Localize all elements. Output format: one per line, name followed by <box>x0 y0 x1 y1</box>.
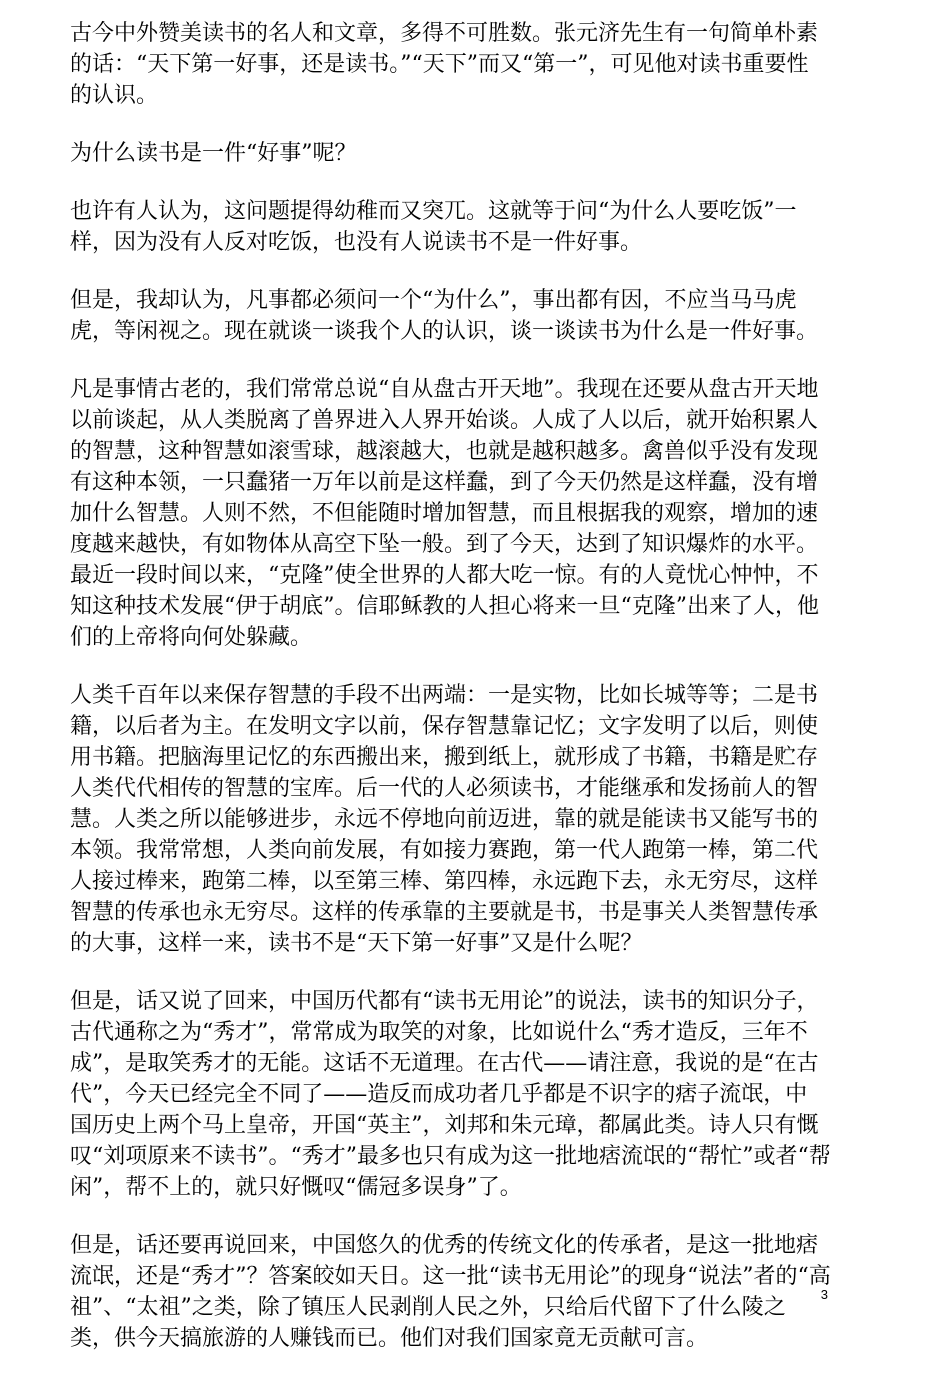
paragraph-line: 的认识。 <box>70 83 159 108</box>
paragraph <box>70 196 880 258</box>
paragraph-line: 的话：“天下第一好事，还是读书。”“天下”而又“第一”，可见他对读书重要性 <box>70 52 809 77</box>
paragraph-line: 但是，话还要再说回来，中国悠久的优秀的传统文化的传承者，是这一批地痞 <box>70 1233 819 1258</box>
paragraph-line: 流氓，还是“秀才”？答案皎如天日。这一批“读书无用论”的现身“说法”者的“高 <box>70 1264 831 1289</box>
paragraph-line: 代”，今天已经完全不同了——造反而成功者几乎都是不识字的痞子流氓，中 <box>70 1082 808 1107</box>
paragraph-line: 智慧的传承也永无穷尽。这样的传承靠的主要就是书，书是事关人类智慧传承 <box>70 900 819 925</box>
paragraph <box>70 680 880 959</box>
paragraph-line: 成”，是取笑秀才的无能。这话不无道理。在古代——请注意，我说的是“在古 <box>70 1051 819 1076</box>
paragraph <box>70 285 880 347</box>
paragraph-line: 国历史上两个马上皇帝，开国“英主”，刘邦和朱元璋，都属此类。诗人只有慨 <box>70 1113 819 1138</box>
paragraph-line: 祖”、“太祖”之类，除了镇压人民剥削人民之外，只给后代留下了什么陵之 <box>70 1295 786 1320</box>
paragraph-line: 人接过棒来，跑第二棒，以至第三棒、第四棒，永远跑下去，永无穷尽，这样 <box>70 869 819 894</box>
paragraph-line: 的智慧，这种智慧如滚雪球，越滚越大，也就是越积越多。禽兽似乎没有发现 <box>70 439 819 464</box>
paragraph-line: 最近一段时间以来，“克隆”使全世界的人都大吃一惊。有的人竟忧心忡忡，不 <box>70 563 819 588</box>
paragraph-line: 但是，我却认为，凡事都必须问一个“为什么”，事出都有因，不应当马马虎 <box>70 288 797 313</box>
paragraph-line: 古代通称之为“秀才”，常常成为取笑的对象，比如说什么“秀才造反，三年不 <box>70 1020 808 1045</box>
paragraph-line: 度越来越快，有如物体从高空下坠一般。到了今天，达到了知识爆炸的水平。 <box>70 532 819 557</box>
paragraph <box>70 138 880 169</box>
paragraph <box>70 374 880 653</box>
paragraph-line: 以前谈起，从人类脱离了兽界进入人界开始谈。人成了人以后，就开始积累人 <box>70 408 819 433</box>
paragraph-line: 本领。我常常想，人类向前发展，有如接力赛跑，第一代人跑第一棒，第二代 <box>70 838 819 863</box>
paragraph-line: 人类代代相传的智慧的宝库。后一代的人必须读书，才能继承和发扬前人的智 <box>70 776 819 801</box>
paragraph-line: 慧。人类之所以能够进步，永远不停地向前迈进，靠的就是能读书又能写书的 <box>70 807 819 832</box>
paragraph-line: 也许有人认为，这问题提得幼稚而又突兀。这就等于问“为什么人要吃饭”一 <box>70 199 797 224</box>
paragraph-line: 有这种本领，一只蠢猪一万年以前是这样蠢，到了今天仍然是这样蠢，没有增 <box>70 470 819 495</box>
paragraph <box>70 18 880 111</box>
paragraph <box>70 1230 880 1354</box>
paragraph-line: 们的上帝将向何处躲藏。 <box>70 625 313 650</box>
paragraph-line: 但是，话又说了回来，中国历代都有“读书无用论”的说法，读书的知识分子， <box>70 989 819 1014</box>
paragraph-line: 类，供今天搞旅游的人赚钱而已。他们对我们国家竟无贡献可言。 <box>70 1326 709 1351</box>
paragraph-line: 用书籍。把脑海里记忆的东西搬出来，搬到纸上，就形成了书籍，书籍是贮存 <box>70 745 819 770</box>
page-number: 3 <box>820 1287 828 1302</box>
document-body <box>70 18 880 1381</box>
paragraph-line: 样，因为没有人反对吃饭，也没有人说读书不是一件好事。 <box>70 230 643 255</box>
paragraph <box>70 986 880 1203</box>
paragraph-line: 籍，以后者为主。在发明文字以前，保存智慧靠记忆；文字发明了以后，则使 <box>70 714 819 739</box>
paragraph-line: 的大事，这样一来，读书不是“天下第一好事”又是什么呢？ <box>70 931 643 956</box>
paragraph-line: 闲”，帮不上的，就只好慨叹“儒冠多误身”了。 <box>70 1175 522 1200</box>
paragraph-line: 加什么智慧。人则不然，不但能随时增加智慧，而且根据我的观察，增加的速 <box>70 501 819 526</box>
paragraph-line: 人类千百年以来保存智慧的手段不出两端：一是实物，比如长城等等；二是书 <box>70 683 819 708</box>
paragraph-line: 虎，等闲视之。现在就谈一谈我个人的认识，谈一谈读书为什么是一件好事。 <box>70 319 819 344</box>
paragraph-line: 凡是事情古老的，我们常常总说“自从盘古开天地”。我现在还要从盘古开天地 <box>70 377 819 402</box>
paragraph-line: 叹“刘项原来不读书”。“秀才”最多也只有成为这一批地痞流氓的“帮忙”或者“帮 <box>70 1144 831 1169</box>
paragraph-line: 古今中外赞美读书的名人和文章，多得不可胜数。张元济先生有一句简单朴素 <box>70 21 819 46</box>
paragraph-line: 知这种技术发展“伊于胡底”。信耶稣教的人担心将来一旦“克隆”出来了人，他 <box>70 594 819 619</box>
paragraph-line: 为什么读书是一件“好事”呢？ <box>70 141 357 166</box>
